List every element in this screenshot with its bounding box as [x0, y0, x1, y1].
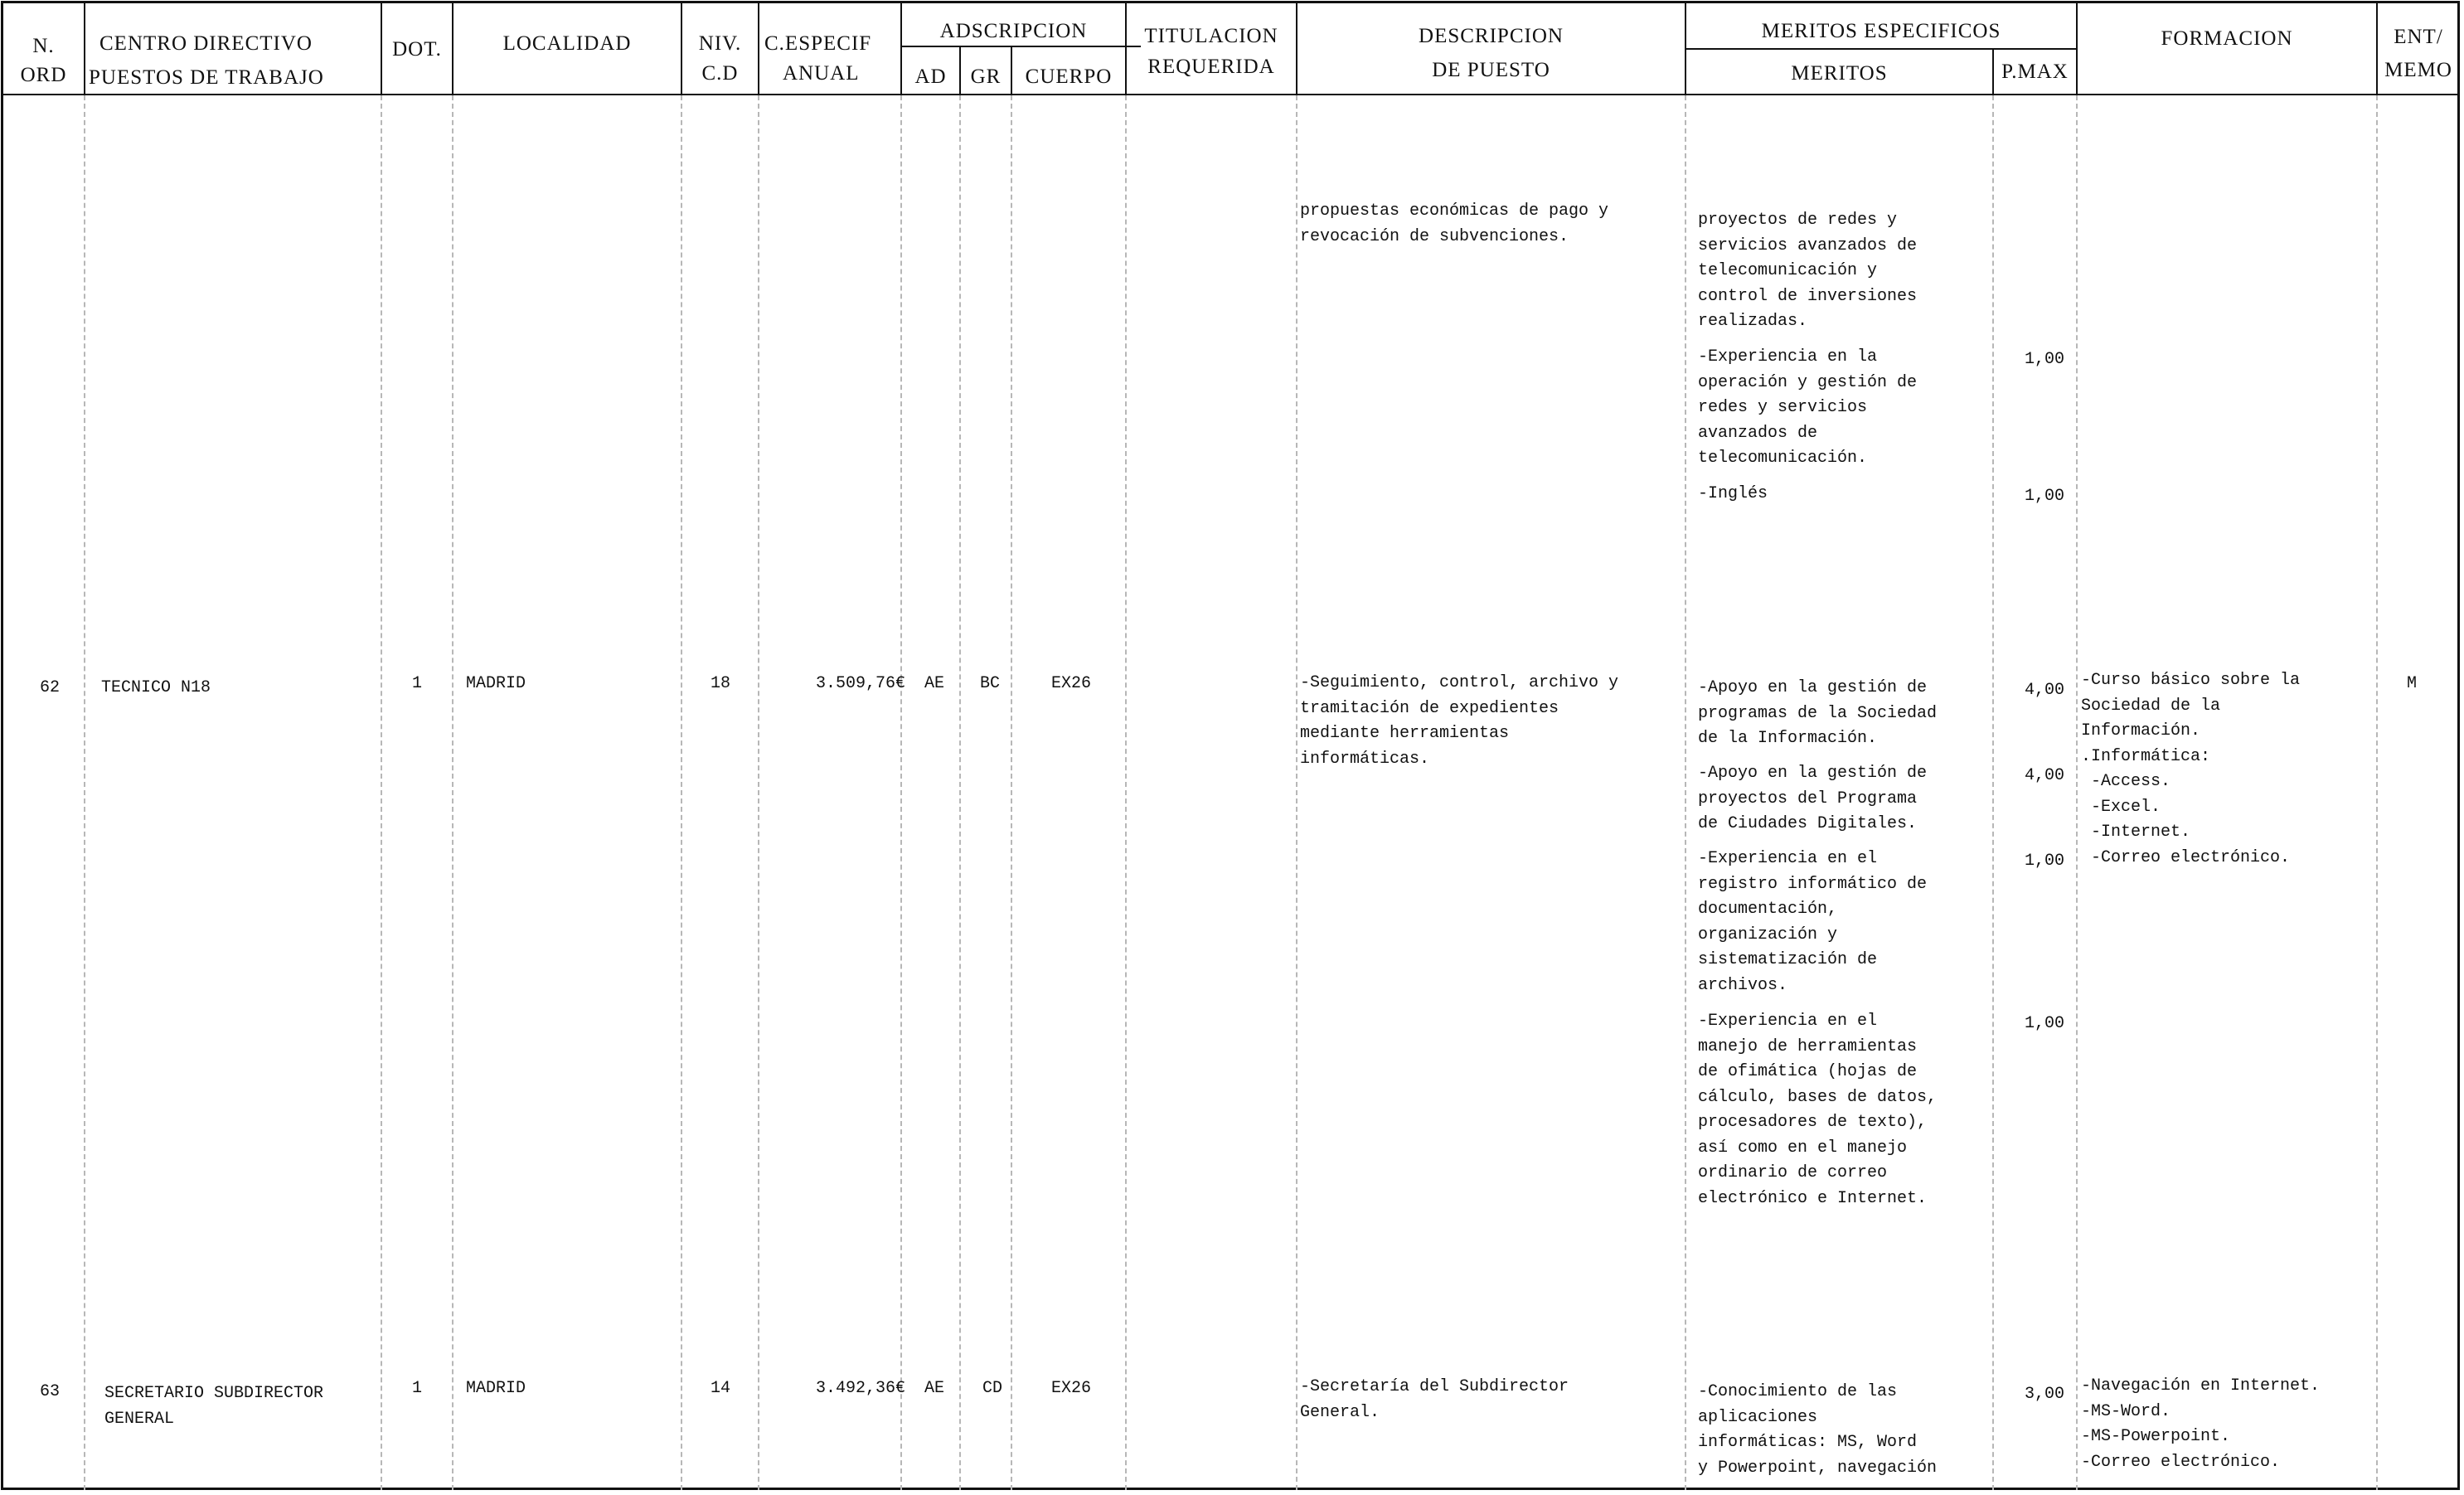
row-nivel: 14 [711, 1379, 731, 1398]
row-descripcion: -Secretaría del Subdirector General. [1300, 1377, 1569, 1422]
row-dot: 1 [412, 1379, 423, 1398]
header-cuerpo: CUERPO [1025, 66, 1113, 88]
row-cuerpo: EX26 [1051, 674, 1092, 693]
row-descripcion: -Seguimiento, control, archivo y tramitación de expedientes mediante herramientas informáticas. [1300, 673, 1619, 769]
header-cesp-1: C.ESPECIF [764, 32, 872, 55]
row-merito-1-pmax: 4,00 [2024, 681, 2064, 700]
header-bottom-rule [1, 94, 2460, 95]
col-guide [900, 95, 902, 1490]
row-merito-3: -Experiencia en el registro informático de documentación, organización y sistematización de archivos. [1698, 849, 1928, 995]
row-ad: AE [924, 1379, 945, 1398]
col-guide [452, 95, 454, 1490]
cont-merito-3: -Inglés [1698, 484, 1768, 503]
header-gr: GR [970, 66, 1002, 88]
row-merito-3-pmax: 1,00 [2024, 852, 2064, 871]
header-ad: AD [914, 66, 947, 88]
cont-descripcion: propuestas económicas de pago y revocación de subvenciones. [1300, 201, 1609, 246]
row-merito-4-pmax: 1,00 [2024, 1014, 2064, 1033]
header-dot: DOT. [392, 38, 442, 61]
col-line [84, 1, 85, 94]
row-c-especif: 3.509,76€ [815, 674, 905, 693]
col-guide [381, 95, 382, 1490]
header-ent-2: MEMO [2384, 59, 2452, 81]
row-c-especif: 3.492,36€ [815, 1379, 905, 1398]
header-n-ord-1: N. [32, 35, 55, 57]
row-n-ord: 63 [39, 1382, 60, 1401]
cont-merito-2-pmax: 1,00 [2024, 350, 2064, 369]
row-merito-2: -Apoyo en la gestión de proyectos del Programa de Ciudades Digitales. [1698, 764, 1928, 833]
header-niv-2: C.D [701, 62, 739, 85]
col-guide [84, 95, 85, 1490]
row-merito-1: -Apoyo en la gestión de programas de la Sociedad de la Información. [1698, 678, 1938, 748]
row-nivel: 18 [711, 674, 731, 693]
header-centro-1: CENTRO DIRECTIVO [99, 32, 313, 55]
row-formacion: -Curso básico sobre la Sociedad de la Información. .Informática: -Access. -Excel. -Internet. -Correo electrónico. [2081, 671, 2301, 867]
row-dot: 1 [412, 674, 423, 693]
col-guide [758, 95, 759, 1490]
header-meritos-especificos: MERITOS ESPECIFICOS [1761, 20, 2001, 42]
header-titulacion-1: TITULACION [1144, 25, 1278, 47]
header-titulacion-2: REQUERIDA [1147, 56, 1275, 78]
col-guide [1011, 95, 1012, 1490]
col-line [1125, 1, 1127, 94]
header-descripcion-2: DE PUESTO [1432, 59, 1550, 81]
row-n-ord: 62 [39, 678, 60, 697]
header-niv-1: NIV. [698, 32, 742, 55]
header-meritos: MERITOS [1791, 62, 1888, 85]
col-guide [1296, 95, 1297, 1490]
header-cesp-2: ANUAL [783, 62, 860, 85]
header-pmax: P.MAX [2001, 61, 2069, 83]
row-ad: AE [924, 674, 945, 693]
adscripcion-rule [900, 46, 1141, 47]
row-ent-memo: M [2407, 674, 2418, 693]
col-guide [681, 95, 682, 1490]
col-guide [1125, 95, 1127, 1490]
col-guide [2376, 95, 2378, 1490]
header-n-ord-2: ORD [20, 64, 67, 86]
row-gr: CD [982, 1379, 1003, 1398]
meritos-esp-rule [1685, 48, 2076, 50]
header-centro-2: PUESTOS DE TRABAJO [89, 66, 324, 89]
cont-merito-3-pmax: 1,00 [2024, 487, 2064, 506]
row-merito-1: -Conocimiento de las aplicaciones informáticas: MS, Word y Powerpoint, navegación [1698, 1382, 1938, 1478]
col-guide [959, 95, 961, 1490]
cont-merito-2: -Experiencia en la operación y gestión de redes y servicios avanzados de telecomunicación. [1698, 347, 1918, 468]
row-merito-4: -Experiencia en el manejo de herramientas de ofimática (hojas de cálculo, bases de datos, procesadores de texto), así como en el manejo ordinario de correo electrónico e Internet. [1698, 1012, 1938, 1208]
header-ent-1: ENT/ [2394, 26, 2443, 48]
header-descripcion-1: DESCRIPCION [1419, 25, 1564, 47]
row-merito-2-pmax: 4,00 [2024, 766, 2064, 785]
col-guide [1685, 95, 1686, 1490]
row-localidad: MADRID [466, 1379, 526, 1398]
row-gr: BC [980, 674, 1001, 693]
header-formacion: FORMACION [2161, 27, 2293, 50]
row-puesto: SECRETARIO SUBDIRECTOR GENERAL [104, 1384, 324, 1429]
row-formacion: -Navegación en Internet. -MS-Word. -MS-Powerpoint. -Correo electrónico. [2081, 1376, 2321, 1472]
col-line [758, 1, 759, 94]
cont-merito-1: proyectos de redes y servicios avanzados de telecomunicación y control de inversiones realizadas. [1698, 211, 1918, 331]
row-localidad: MADRID [466, 674, 526, 693]
row-cuerpo: EX26 [1051, 1379, 1092, 1398]
header-localidad: LOCALIDAD [502, 32, 632, 55]
row-puesto: TECNICO N18 [101, 678, 211, 697]
header-adscripcion: ADSCRIPCION [939, 20, 1088, 42]
col-guide [1992, 95, 1994, 1490]
row-merito-1-pmax: 3,00 [2024, 1385, 2064, 1404]
col-guide [2076, 95, 2078, 1490]
